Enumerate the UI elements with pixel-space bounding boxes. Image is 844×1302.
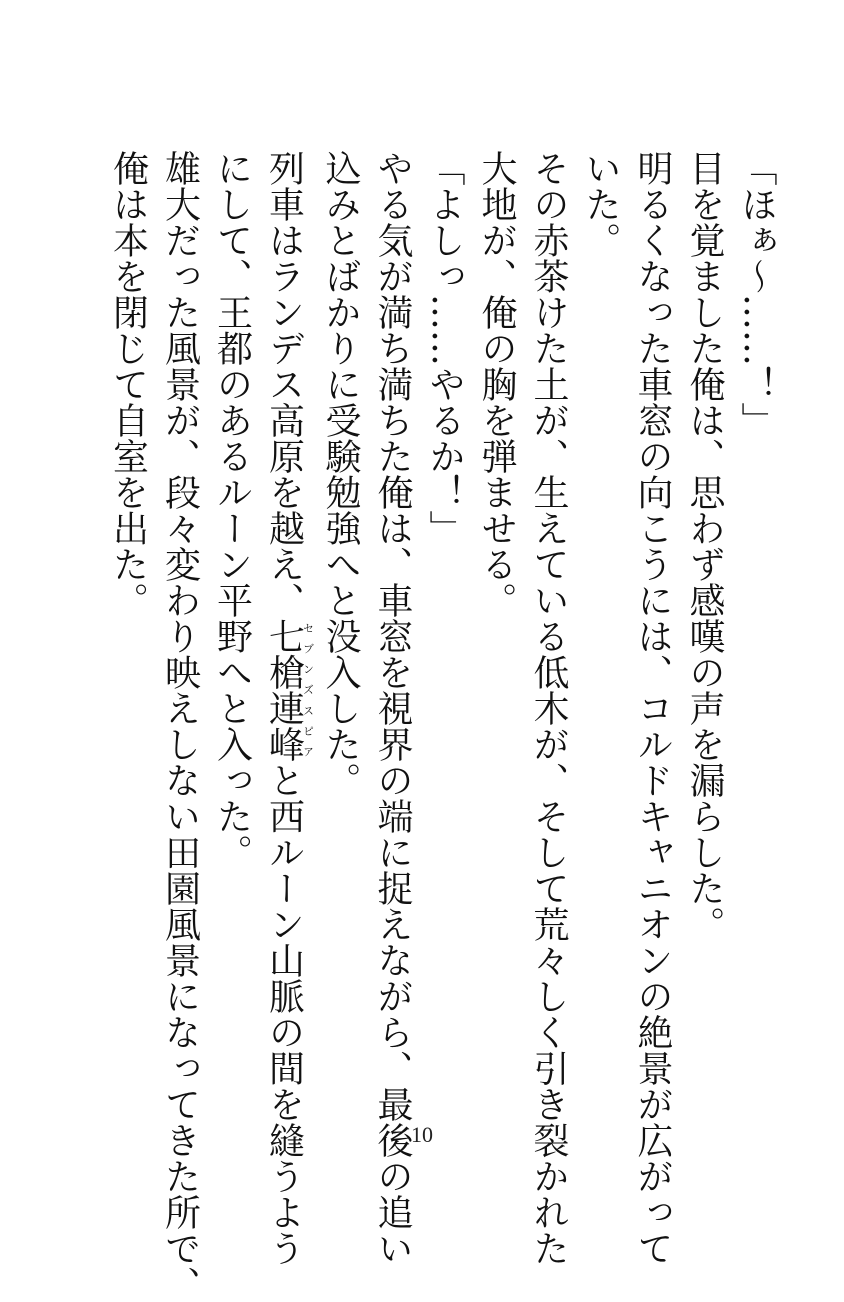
text-line: いた。 (580, 150, 621, 258)
text-line: 明るくなった車窓の向こうには、コルドキャニオンの絶景が広がって (632, 150, 673, 1266)
ruby-annotation (263, 618, 315, 762)
text-line: やる気が満ち満ちた俺は、車窓を視界の端に捉えながら、最後の追い (372, 150, 413, 1266)
text-line: 雄大だった風景が、段々変わり映えしない田園風景になってきた所で、 (159, 150, 201, 1302)
ruby-base: 七槍連峰 (263, 618, 305, 762)
text-line: 目を覚ました俺は、思わず感嘆の声を漏らした。 (684, 150, 725, 942)
text-line: 「ほぁ〜……！」 (736, 150, 777, 438)
ruby-reading: セブンズスピア (301, 618, 315, 762)
text-segment: 列車はランデス高原を越え、 (263, 150, 305, 618)
text-line-with-ruby (258, 150, 315, 1266)
text-segment: と西ルーン山脈の間を縫うよう (263, 762, 305, 1266)
text-line: 俺は本を閉じて自室を出た。 (107, 150, 149, 618)
text-line: 大地が、俺の胸を弾ませる。 (476, 150, 517, 618)
text-line: 「よしっ……やるか！」 (424, 150, 465, 546)
page-number: 10 (411, 1122, 433, 1147)
text-line: 込みとばかりに受験勉強へと没入した。 (320, 150, 361, 798)
text-line: その赤茶けた土が、生えている低木が、そして荒々しく引き裂かれた (528, 150, 569, 1266)
text-line: にして、王都のあるルーン平野へと入った。 (211, 150, 253, 870)
